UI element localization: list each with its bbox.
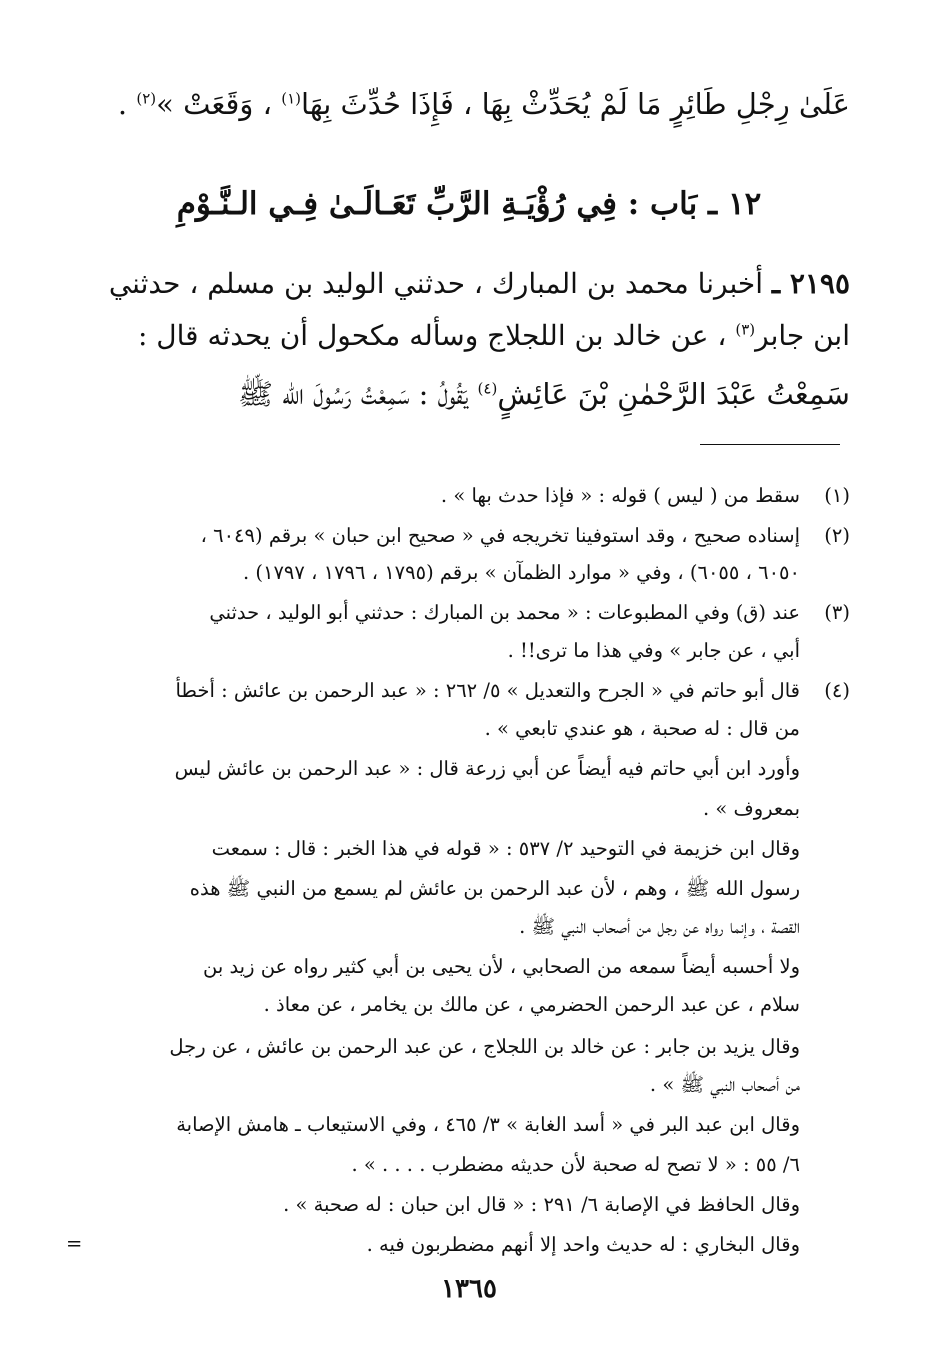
footnote-1-line-1: سقط من ( ليس ) قوله : « فإذا حدث بها » . — [440, 484, 800, 507]
footnote-4-line-14: وقال الحافظ في الإصابة ٦/ ٢٩١ : « قال ابن حبان : له صحبة » . — [283, 1193, 800, 1216]
hadith-line-2: ابن جابر$^{(٣)}$ ، عن خالد بن اللجلاج وسأله مكحول أن يحدثه قال : — [137, 319, 850, 352]
footnote-4-line-5: وقال ابن خزيمة في التوحيد ٢/ ٥٣٧ : « قوله في هذا الخبر : قال : سمعت — [211, 837, 800, 860]
footnote-4-line-10: وقال يزيد بن جابر : عن خالد بن اللجلاج ، عن عبد الرحمن بن عائش ، عن رجل — [169, 1035, 800, 1058]
continuation-mark: = — [66, 1232, 83, 1255]
hadith-number: ٢١٩٥ ـ — [771, 267, 850, 300]
footnote-4-line-6: رسول الله ﷺ ، وهم ، لأن عبد الرحمن بن عائش لم يسمع من النبي ﷺ هذه — [189, 877, 800, 900]
footnote-ref-4: (٤) — [477, 379, 498, 398]
footnote-2-line-2: ٦٠٥٠ ، ٦٠٥٥) ، وفي « موارد الظمآن » برقم (١٧٩٥ ، ١٧٩٦ ، ١٧٩٧) . — [242, 561, 800, 584]
footnote-number-3: (٣) — [824, 601, 850, 624]
footnote-4-line-9: سلام ، عن عبد الرحمن الحضرمي ، عن مالك بن يخامر ، عن معاذ . — [263, 993, 800, 1016]
footnote-3-line-1: عند (ق) وفي المطبوعات : « محمد بن المبارك : حدثني أبو الوليد ، حدثني — [209, 601, 800, 624]
footnote-4-line-13: ٦/ ٥٥ : « لا تصح له صحبة لأن حديثه مضطرب . . . . » . — [351, 1153, 800, 1176]
footnote-4-line-4: بمعروف » . — [702, 797, 800, 820]
chapter-title: ١٢ ـ بَاب : فِي رُؤْيَـةِ الرَّبِّ تَعَـالَـىٰ فِـي الـنَّـوْمِ — [176, 186, 762, 222]
footnote-4-line-1: قال أبو حاتم في « الجرح والتعديل » ٥/ ٢٦٢ : « عبد الرحمن بن عائش : أخطأ — [175, 679, 800, 702]
footnote-4-line-2: من قال : له صحبة ، هو عندي تابعي » . — [484, 717, 800, 740]
footnote-4-line-12: وقال ابن عبد البر في « أسد الغابة » ٣/ ٤٦٥ ، وفي الاستيعاب ـ هامش الإصابة — [176, 1113, 800, 1136]
footnote-number-2: (٢) — [824, 524, 850, 547]
footnote-4-line-15: وقال البخاري : له حديث واحد إلا أنهم مضطربون فيه . — [366, 1233, 800, 1256]
footnote-separator — [700, 444, 840, 445]
hadith-line-1: ٢١٩٥ ـ أخبرنا محمد بن المبارك ، حدثني الوليد بن مسلم ، حدثني — [108, 267, 850, 300]
footnote-4-line-11: من أصحاب النبي ﷺ » . — [649, 1073, 800, 1096]
footnote-number-4: (٤) — [824, 679, 850, 702]
hadith-line-3: سَمِعْتُ عَبْدَ الرَّحْمٰنِ بْنَ عَائِشٍ$^{(٤)}$ يَقُولُ : سَمِعْتُ رَسُولَ الله ﷺ — [237, 377, 850, 411]
footnote-ref-3: (٣) — [735, 320, 756, 339]
footnote-number-1: (١) — [824, 484, 850, 507]
footnote-4-line-8: ولا أحسبه أيضاً سمعه من الصحابي ، لأن يحيى بن أبي كثير رواه عن زيد بن — [202, 955, 800, 978]
footnote-ref-1: (١) — [281, 89, 301, 108]
page-number: ١٣٦٥ — [441, 1274, 497, 1304]
footnote-3-line-2: أبي ، عن جابر » وفي هذا ما ترى!! . — [507, 639, 800, 662]
text-line-top: عَلَىٰ رِجْلِ طَائِرٍ مَا لَمْ يُحَدِّثْ بِهَا ، فَإِذَا حُدِّثَ بِهَا$^{(١)}$ ، وَقَعَتْ »$^{(٢)}$ . — [117, 87, 850, 121]
footnote-4-line-7: القصة ، وإنما رواه عن رجل من أصحاب النبي ﷺ . — [519, 915, 800, 938]
footnote-ref-2: (٢) — [136, 89, 157, 108]
footnote-4-line-3: وأورد ابن أبي حاتم فيه أيضاً عن أبي زرعة قال : « عبد الرحمن بن عائش ليس — [174, 757, 800, 780]
footnote-2-line-1: إسناده صحيح ، وقد استوفينا تخريجه في « صحيح ابن حبان » برقم (٦٠٤٩ ، — [200, 524, 800, 547]
